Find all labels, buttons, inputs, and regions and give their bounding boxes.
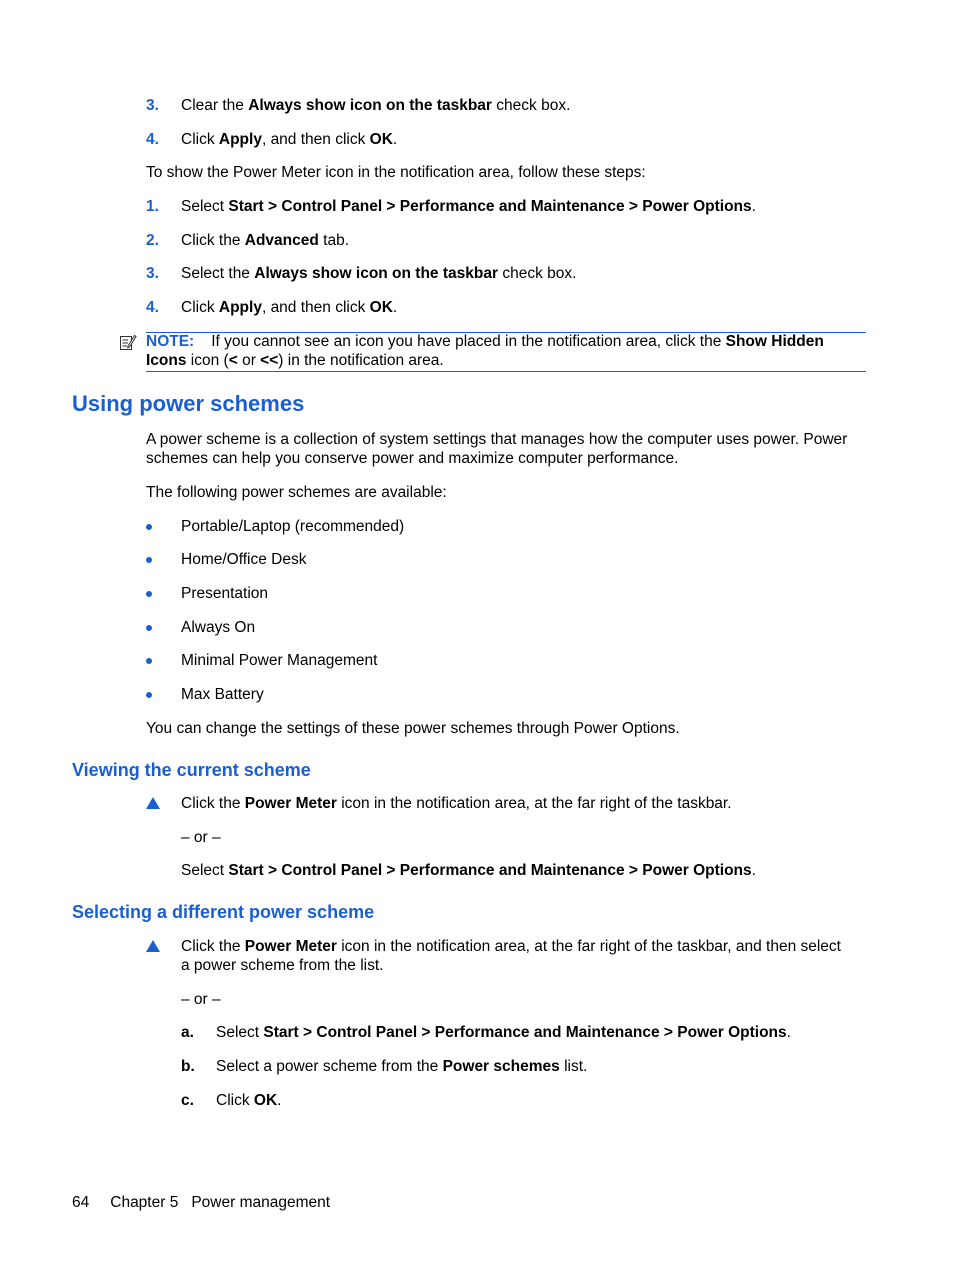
substep-text-post: list. xyxy=(559,1058,588,1075)
note-line-1 xyxy=(146,332,824,351)
step-text xyxy=(181,130,397,149)
step-text xyxy=(181,937,841,956)
step-text-bold: Start > Control Panel > Performance and Maintenance > Power Options xyxy=(228,862,752,879)
triangle-bullet-icon xyxy=(146,797,160,809)
bullet-icon xyxy=(146,524,152,530)
step-text xyxy=(181,794,732,813)
triangle-bullet-icon xyxy=(146,940,160,952)
bullet-icon xyxy=(146,658,152,664)
step-text xyxy=(181,231,349,250)
step-text-bold: OK xyxy=(369,131,393,148)
step-number: 4. xyxy=(146,131,159,148)
footer-title: Power management xyxy=(191,1194,331,1211)
substep-text-post: . xyxy=(277,1092,282,1109)
substep-letter: a. xyxy=(181,1024,194,1041)
note-bold: Icons xyxy=(146,352,187,369)
step-number: 3. xyxy=(146,97,159,114)
step-text-bold: Always show icon on the taskbar xyxy=(254,265,499,282)
step-text-post: . xyxy=(392,299,398,316)
step-text-pre: Select xyxy=(181,862,229,879)
list-item: Max Battery xyxy=(181,686,264,703)
step-text-bold: Power Meter xyxy=(244,938,337,955)
note-text: or xyxy=(237,352,261,369)
step-text-pre: Select xyxy=(181,198,229,215)
bullet-icon xyxy=(146,591,152,597)
substep-text-bold: Start > Control Panel > Performance and Maintenance > Power Options xyxy=(263,1024,787,1041)
list-item: Portable/Laptop (recommended) xyxy=(181,518,405,535)
note-label: NOTE: xyxy=(146,333,195,350)
step-text-bold: Apply xyxy=(218,131,262,148)
note-bold: < xyxy=(228,352,238,369)
list-item: Home/Office Desk xyxy=(181,551,307,568)
step-text-pre: Click the xyxy=(181,938,245,955)
section-heading: Using power schemes xyxy=(72,391,305,416)
step-number: 1. xyxy=(146,198,159,215)
bullet-icon xyxy=(146,557,152,563)
substep-text-pre: Select xyxy=(216,1024,264,1041)
step-number: 3. xyxy=(146,265,159,282)
step-text-post: check box. xyxy=(498,265,577,282)
step-text-pre: Click xyxy=(181,131,219,148)
substep-text-pre: Click xyxy=(216,1092,254,1109)
step-number: 4. xyxy=(146,299,159,316)
paragraph: schemes can help you conserve power and maximize computer performance. xyxy=(146,450,679,467)
step-text-pre: Click xyxy=(181,299,219,316)
list-item: Minimal Power Management xyxy=(181,652,378,669)
or-separator: – or – xyxy=(181,991,221,1008)
substep-text xyxy=(216,1091,281,1110)
step-text-bold: Start > Control Panel > Performance and Maintenance > Power Options xyxy=(228,198,752,215)
subsection-heading: Selecting a different power scheme xyxy=(72,902,375,922)
paragraph: The following power schemes are available: xyxy=(146,484,447,501)
substep-text-bold: OK xyxy=(253,1092,278,1109)
step-text-bold: Power Meter xyxy=(244,795,337,812)
note-text: If you cannot see an icon you have placed in the notification area, click the xyxy=(211,333,726,350)
bullet-icon xyxy=(146,625,152,631)
step-text-mid: , and then click xyxy=(261,131,370,148)
note-bottom-rule xyxy=(146,371,866,372)
step-text xyxy=(181,861,756,880)
step-text-post: . xyxy=(392,131,398,148)
substep-text-pre: Select a power scheme from the xyxy=(216,1058,443,1075)
step-text-bold: OK xyxy=(369,299,393,316)
step-text-post: check box. xyxy=(491,97,571,114)
paragraph: You can change the settings of these power schemes through Power Options. xyxy=(146,720,680,737)
list-item: Always On xyxy=(181,619,256,636)
note-text: icon ( xyxy=(186,352,229,369)
substep-letter: b. xyxy=(181,1058,195,1075)
bullet-icon xyxy=(146,692,152,698)
step-text xyxy=(181,298,397,317)
step-text-pre: Click the xyxy=(181,795,245,812)
step-number: 2. xyxy=(146,232,159,249)
note-bold: Show Hidden xyxy=(725,333,824,350)
step-text-post: . xyxy=(751,862,756,879)
or-separator: – or – xyxy=(181,829,221,846)
step-text-continued: a power scheme from the list. xyxy=(181,957,384,974)
page-number: 64 xyxy=(72,1194,90,1211)
note-icon xyxy=(119,333,137,351)
step-text-bold: Advanced xyxy=(244,232,319,249)
note-line-2 xyxy=(146,351,444,370)
step-text xyxy=(181,264,576,283)
step-text xyxy=(181,96,570,115)
substep-text xyxy=(216,1057,587,1076)
substep-text xyxy=(216,1023,791,1042)
step-text-post: tab. xyxy=(318,232,350,249)
note-text: ) in the notification area. xyxy=(278,352,444,369)
step-text-post: icon in the notification area, at the far right of the taskbar, and then select xyxy=(336,938,841,955)
step-text-bold: Always show icon on the taskbar xyxy=(248,97,492,114)
substep-text-bold: Power schemes xyxy=(442,1058,560,1075)
step-text xyxy=(181,197,756,216)
step-text-pre: Select the xyxy=(181,265,255,282)
substep-letter: c. xyxy=(181,1092,194,1109)
paragraph: A power scheme is a collection of system settings that manages how the computer uses power. Power xyxy=(146,431,848,448)
step-text-post: icon in the notification area, at the far right of the taskbar. xyxy=(336,795,732,812)
page-footer xyxy=(72,1193,330,1212)
footer-chapter: Chapter 5 xyxy=(110,1194,179,1211)
step-text-mid: , and then click xyxy=(261,299,370,316)
paragraph: To show the Power Meter icon in the notification area, follow these steps: xyxy=(146,164,646,181)
step-text-post: . xyxy=(751,198,756,215)
step-text-pre: Click the xyxy=(181,232,245,249)
step-text-pre: Clear the xyxy=(181,97,249,114)
note-bold: << xyxy=(260,352,279,369)
subsection-heading: Viewing the current scheme xyxy=(72,760,311,780)
list-item: Presentation xyxy=(181,585,269,602)
step-text-bold: Apply xyxy=(218,299,262,316)
substep-text-post: . xyxy=(786,1024,791,1041)
